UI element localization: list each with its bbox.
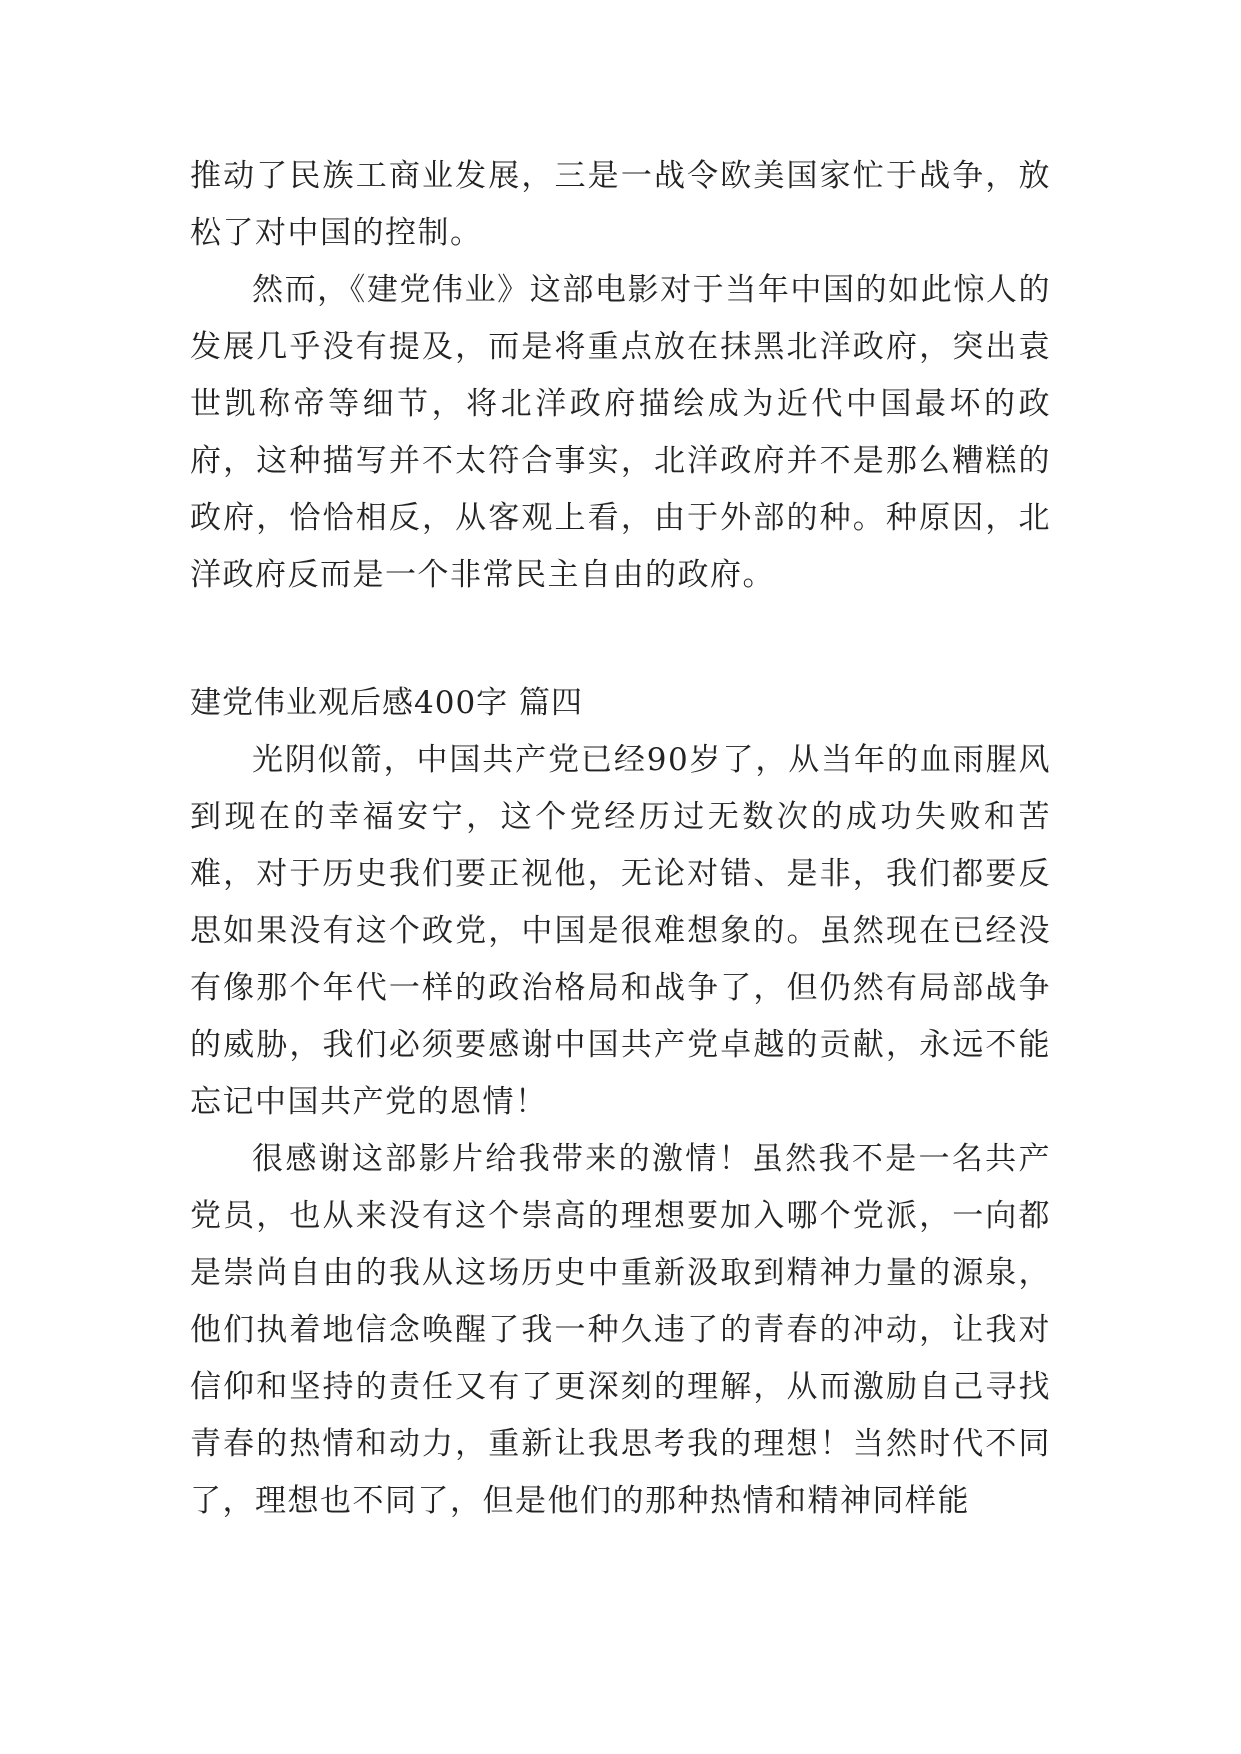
paragraph: 很感谢这部影片给我带来的激情！虽然我不是一名共产党员，也从来没有这个崇高的理想要加入哪个党派，一向都是崇尚自由的我从这场历史中重新汲取到精神力量的源泉，他们执着地信念唤醒了我一种久违了的青春的冲动，让我对信仰和坚持的责任又有了更深刻的理解，从而激励自己寻找青春的热情和动力，重新让我思考我的理想！当然时代不同了，理想也不同了，但是他们的那种热情和精神同样能 bbox=[190, 1141, 1051, 1519]
section-2 bbox=[190, 675, 1051, 1530]
section-heading: 建党伟业观后感400字 篇四 bbox=[190, 685, 584, 721]
paragraph: 光阴似箭，中国共产党已经90岁了，从当年的血雨腥风到现在的幸福安宁，这个党经历过无数次的成功失败和苦难，对于历史我们要正视他，无论对错、是非，我们都要反思如果没有这个政党，中国是很难想象的。虽然现在已经没有像那个年代一样的政治格局和战争了，但仍然有局部战争的威胁，我们必须要感谢中国共产党卓越的贡献，永远不能忘记中国共产党的恩情！ bbox=[190, 742, 1051, 1120]
paragraph: 推动了民族工商业发展，三是一战令欧美国家忙于战争，放松了对中国的控制。 bbox=[190, 158, 1051, 251]
section-1 bbox=[190, 148, 1051, 604]
paragraph: 然而，《建党伟业》这部电影对于当年中国的如此惊人的发展几乎没有提及，而是将重点放在抹黑北洋政府，突出袁世凯称帝等细节，将北洋政府描绘成为近代中国最坏的政府，这种描写并不太符合事实，北洋政府并不是那么糟糕的政府，恰恰相反，从客观上看，由于外部的种。种原因，北洋政府反而是一个非常民主自由的政府。 bbox=[190, 272, 1051, 593]
